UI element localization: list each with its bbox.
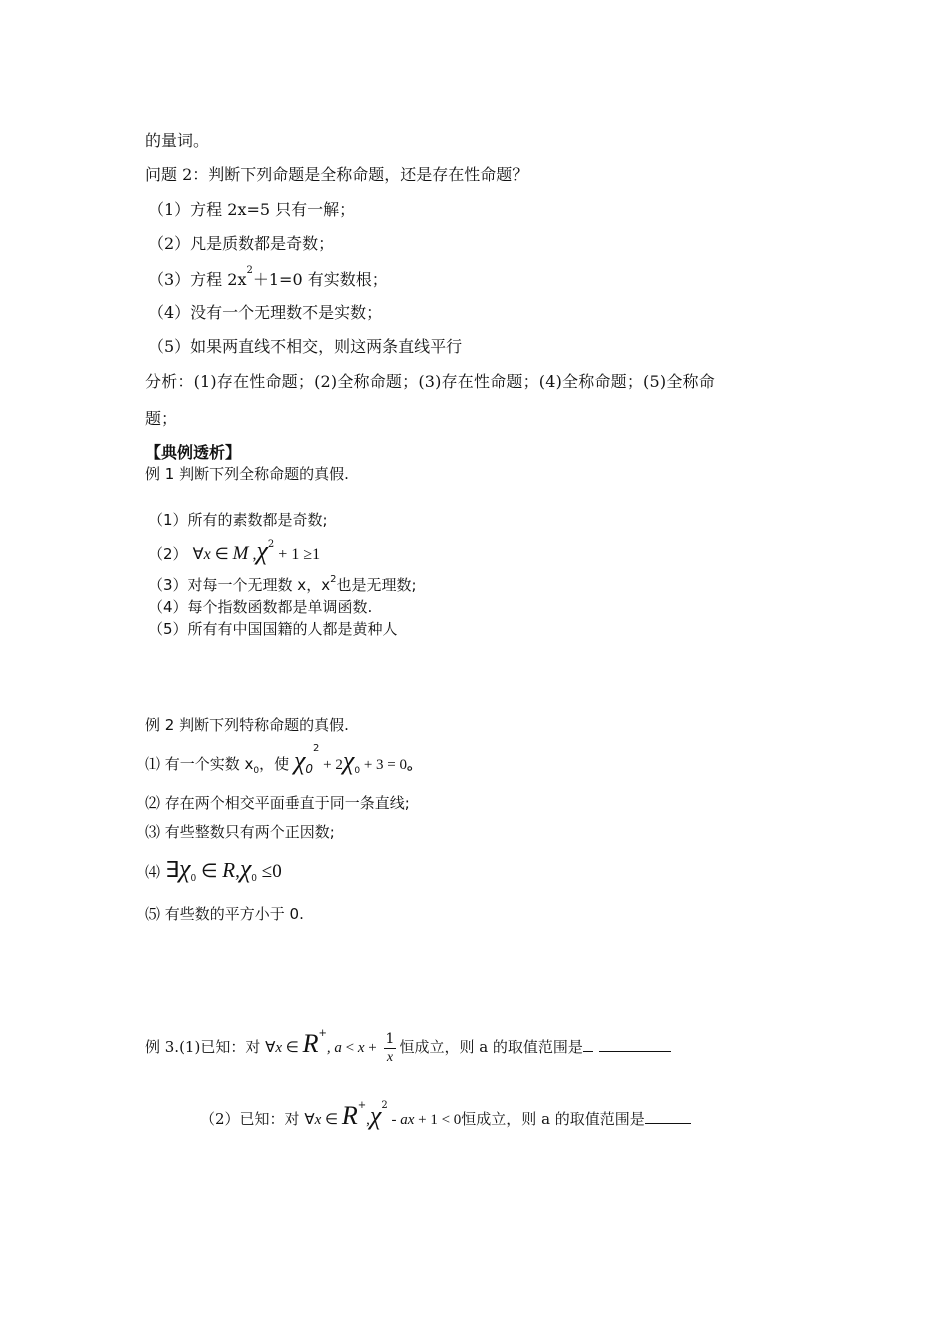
ex1-title: 例 1 判断下列全称命题的真假.: [145, 465, 349, 483]
question-2-title: 问题 2：判断下列命题是全称命题，还是存在性命题？: [145, 165, 529, 184]
ex2-item-5: ⑸ 有些数的平方小于 0.: [145, 905, 304, 923]
ex2-item-3: ⑶ 有些整数只有两个正因数;: [145, 823, 335, 841]
ex2-title: 例 2 判断下列特称命题的真假.: [145, 716, 349, 734]
ex1-item-4: （4）每个指数函数都是单调函数.: [148, 598, 373, 616]
q2-item-4: （4）没有一个无理数不是实数；: [148, 303, 383, 322]
fraction-one-over-x: $\frac{1}{x}$: [385, 1030, 395, 1065]
answer-blank-1[interactable]: [583, 1037, 593, 1052]
analysis-line-2: 题；: [145, 409, 178, 428]
ex1-item-5: （5）所有有中国国籍的人都是黄种人: [148, 620, 398, 638]
q2-item-3: （3）方程 $2x^2+1=0$ 有实数根；: [148, 265, 388, 289]
analysis-line-1: 分析：(1)存在性命题；(2)全称命题；(3)存在性命题；(4)全称命题；(5)全称命: [145, 372, 715, 391]
ex1-item-3: （3）对每一个无理数 x，$x^2$也是无理数;: [148, 574, 417, 594]
ex3-part-2: （2）已知：对 ∀x ∈ $R^+,\chi^2$ - ax + 1 < 0恒成立，则 a 的取值范围是: [200, 1100, 691, 1131]
q2-item-1: （1）方程 2x=5 只有一解；: [148, 200, 356, 219]
q2-item-5: （5）如果两直线不相交，则这两条直线平行: [148, 337, 463, 356]
answer-blank-1b[interactable]: [599, 1037, 671, 1052]
ex2-item-2: ⑵ 存在两个相交平面垂直于同一条直线;: [145, 794, 410, 812]
ex1-item-2: （2） ∀x ∈ M $,\chi^2 + 1 \ge 1$: [148, 536, 321, 565]
ex1-item-1: （1）所有的素数都是奇数;: [148, 511, 328, 529]
answer-blank-2[interactable]: [645, 1109, 691, 1124]
intro-line: 的量词。: [145, 131, 210, 150]
ex2-item-1: ⑴ 有一个实数 $x_0$，使 $\chi_0^2 + 2\chi_0 + 3 = 0$。: [145, 743, 423, 776]
ex2-item-4: ⑷ $\exists\chi_0$ ∈ $R,\chi_0 \le 0$: [145, 854, 282, 884]
q2-item-2: （2）凡是质数都是奇数；: [148, 234, 335, 253]
ex3-part-1: 例 3.(1)已知：对 ∀x ∈ R+, a < x + $\frac{1}{x}$ 恒成立，则 a 的取值范围是: [145, 1028, 671, 1067]
section-title: 【典例透析】: [145, 443, 242, 462]
